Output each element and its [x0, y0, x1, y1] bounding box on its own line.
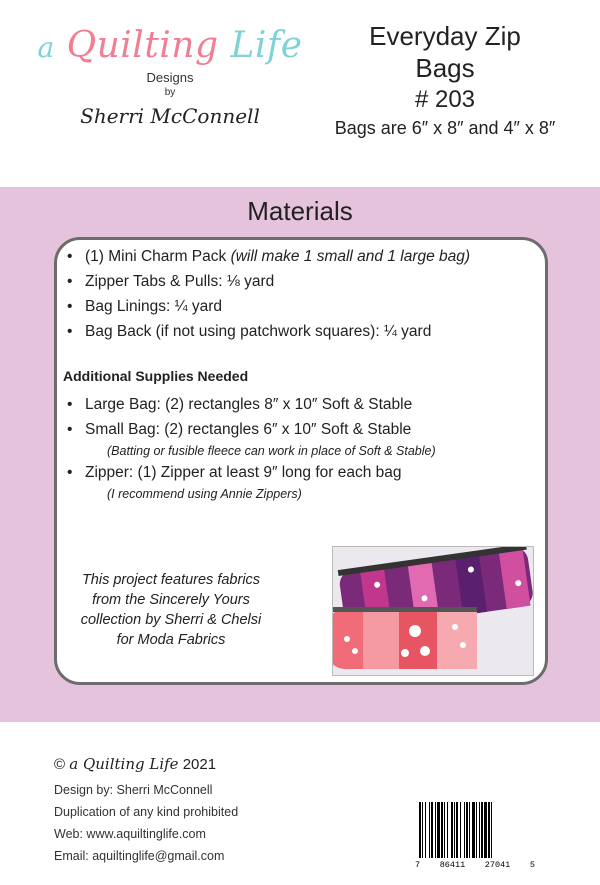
barcode-bar	[422, 802, 423, 858]
materials-item	[63, 319, 533, 344]
pattern-number: # 203	[414, 86, 476, 113]
barcode-bar	[479, 802, 480, 858]
email: Email: aquiltinglife@gmail.com	[54, 849, 225, 863]
pattern-title-line1: Everyday Zip	[369, 21, 521, 51]
barcode-bar	[454, 802, 455, 858]
logo	[30, 25, 310, 128]
logo-wordmark	[30, 25, 310, 66]
barcode-bar	[444, 802, 445, 858]
barcode-bar	[484, 802, 487, 858]
website: Web: www.aquiltinglife.com	[54, 827, 206, 841]
barcode-bar	[476, 802, 477, 858]
barcode-bar	[469, 802, 470, 858]
title-block	[300, 20, 590, 139]
barcode-bar	[437, 802, 440, 858]
design-credit: Design by: Sherri McConnell	[54, 783, 213, 797]
barcode-bar	[425, 802, 426, 858]
supplies-item	[63, 417, 533, 442]
logo-designs: Designs	[146, 70, 194, 85]
barcode-bar	[472, 802, 475, 858]
copyright-year: 2021	[182, 756, 217, 773]
materials-item	[63, 294, 533, 319]
materials-item-text: Bag Linings: ¼ yard	[85, 298, 223, 315]
barcode-bar	[435, 802, 436, 858]
barcode-bars	[415, 802, 535, 860]
barcode-bar	[481, 802, 483, 858]
supplies-item-text: Small Bag: (2) rectangles 6″ x 10″ Soft & Stable	[85, 421, 412, 438]
pattern-sizes: Bags are 6″ x 8″ and 4″ x 8″	[334, 118, 556, 138]
duplication-notice: Duplication of any kind prohibited	[54, 805, 239, 819]
zipper-note: (I recommend using Annie Zippers)	[107, 487, 302, 501]
pattern-title-line2: Bags	[415, 53, 475, 83]
barcode-bar	[431, 802, 433, 858]
materials-item	[63, 244, 533, 269]
barcode-group2: 27041	[484, 860, 511, 870]
barcode-bar	[429, 802, 430, 858]
logo-author: Sherri McConnell	[80, 104, 260, 128]
materials-item-text: Bag Back (if not using patchwork squares): ¼ yard	[85, 323, 432, 340]
supplies-item	[63, 392, 533, 417]
logo-word-quilting: Quilting	[66, 25, 219, 66]
barcode-bar	[456, 802, 458, 858]
fabric-feature-text	[71, 570, 271, 650]
supplies-item-text: Zipper: (1) Zipper at least 9″ long for each bag	[85, 464, 402, 481]
materials-item-text: (1) Mini Charm Pack	[85, 248, 231, 265]
barcode-bar	[451, 802, 453, 858]
barcode-bar	[491, 802, 492, 858]
materials-item-note: (will make 1 small and 1 large bag)	[230, 248, 471, 265]
barcode-bar	[441, 802, 443, 858]
copyright-brand: a Quilting Life	[69, 755, 179, 773]
feature-line: collection by Sherri & Chelsi	[80, 612, 262, 628]
barcode-bar	[447, 802, 448, 858]
bags-photo	[332, 546, 534, 676]
feature-line: This project features fabrics	[81, 572, 261, 588]
barcode-group1: 86411	[439, 860, 466, 870]
barcode-bar	[464, 802, 465, 858]
logo-word-life: Life	[230, 25, 303, 66]
supplies-item-text: Large Bag: (2) rectangles 8″ x 10″ Soft & Stable	[85, 396, 413, 413]
bags-photo-illustration	[333, 547, 533, 675]
materials-heading: Materials	[247, 196, 353, 226]
materials-card	[54, 237, 548, 685]
copyright	[54, 755, 384, 773]
materials-list	[63, 244, 533, 344]
materials-item	[63, 269, 533, 294]
barcode	[415, 802, 535, 874]
batting-note: (Batting or fusible fleece can work in place of Soft & Stable)	[107, 444, 436, 458]
logo-word-a: a	[37, 31, 55, 64]
supplies-heading: Additional Supplies Needed	[63, 368, 249, 384]
barcode-digit-first: 7	[415, 860, 421, 870]
barcode-bar	[466, 802, 468, 858]
feature-line: from the Sincerely Yours	[92, 592, 250, 608]
materials-item-text: Zipper Tabs & Pulls: ⅛ yard	[85, 273, 275, 290]
barcode-bar	[460, 802, 461, 858]
barcode-digit-last: 5	[529, 860, 535, 870]
supplies-item	[63, 460, 533, 485]
barcode-bar	[488, 802, 490, 858]
footer	[54, 755, 384, 867]
feature-line: for Moda Fabrics	[116, 632, 226, 648]
barcode-digits	[415, 860, 535, 870]
barcode-bar	[419, 802, 421, 858]
supplies-list	[63, 392, 533, 503]
logo-by: by	[164, 87, 176, 98]
copyright-symbol: ©	[54, 756, 66, 773]
